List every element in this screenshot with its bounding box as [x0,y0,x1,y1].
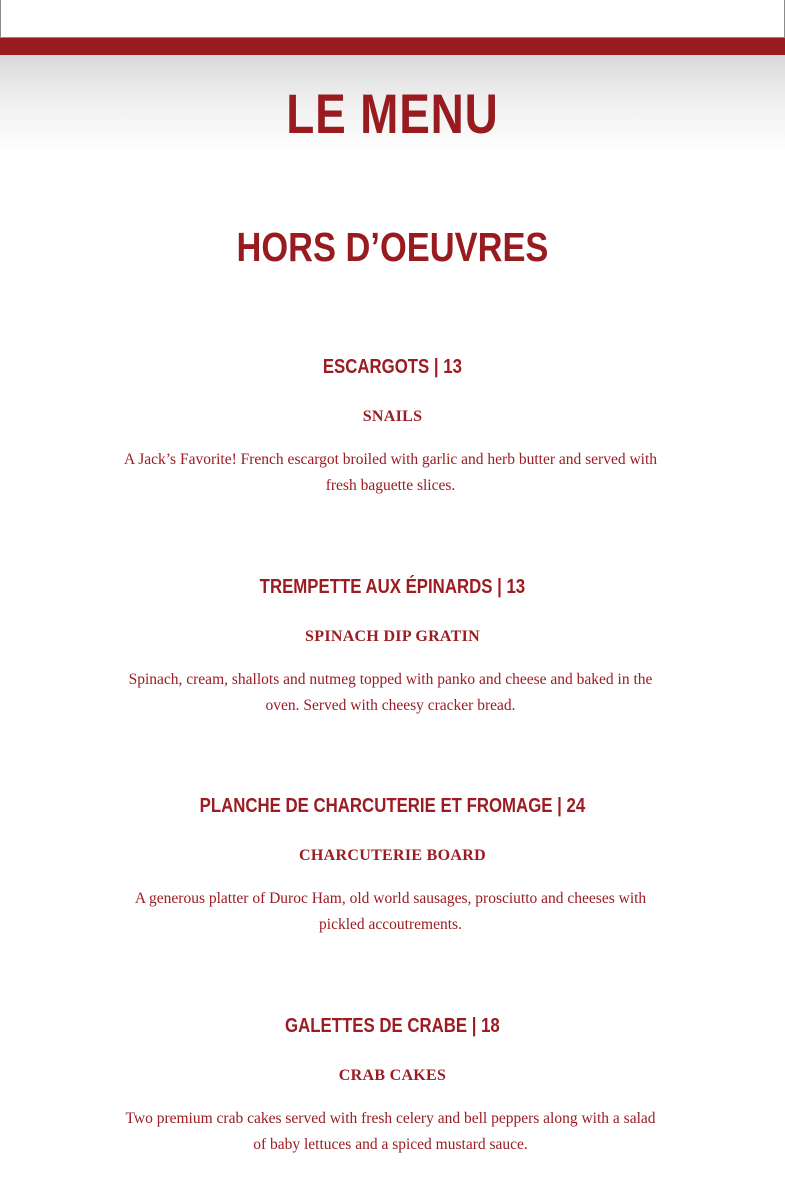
menu-item-description: Two premium crab cakes served with fresh celery and bell peppers along with a salad of baby lettuces and a spiced mustard sauce. [125,1110,656,1153]
menu-item-description: A generous platter of Duroc Ham, old world sausages, prosciutto and cheeses with pickled accoutrements. [134,890,647,933]
page-title: LE MENU [286,82,499,145]
menu-item-subtitle: CHARCUTERIE BOARD [299,847,486,864]
menu-item-title: GALETTES DE CRABE | 18 [285,1015,500,1037]
header-accent-bar [0,38,785,55]
menu-item-description: A Jack’s Favorite! French escargot broiled with garlic and herb butter and served with fresh baguette slices. [123,451,658,494]
section-title: HORS D’OEUVRES [236,224,549,270]
menu-item-title: PLANCHE DE CHARCUTERIE ET FROMAGE | 24 [199,795,586,817]
menu-item-title: TREMPETTE AUX ÉPINARDS | 13 [259,576,526,598]
menu-item-title: ESCARGOTS | 13 [322,356,462,378]
menu-item-subtitle: SPINACH DIP GRATIN [305,628,480,645]
menu-item-description: Spinach, cream, shallots and nutmeg topped with panko and cheese and baked in the oven. Served with cheesy cracker bread. [128,671,653,714]
menu-item-subtitle: SNAILS [362,408,423,425]
menu-item-subtitle: CRAB CAKES [338,1067,447,1084]
top-header-box [0,0,785,38]
